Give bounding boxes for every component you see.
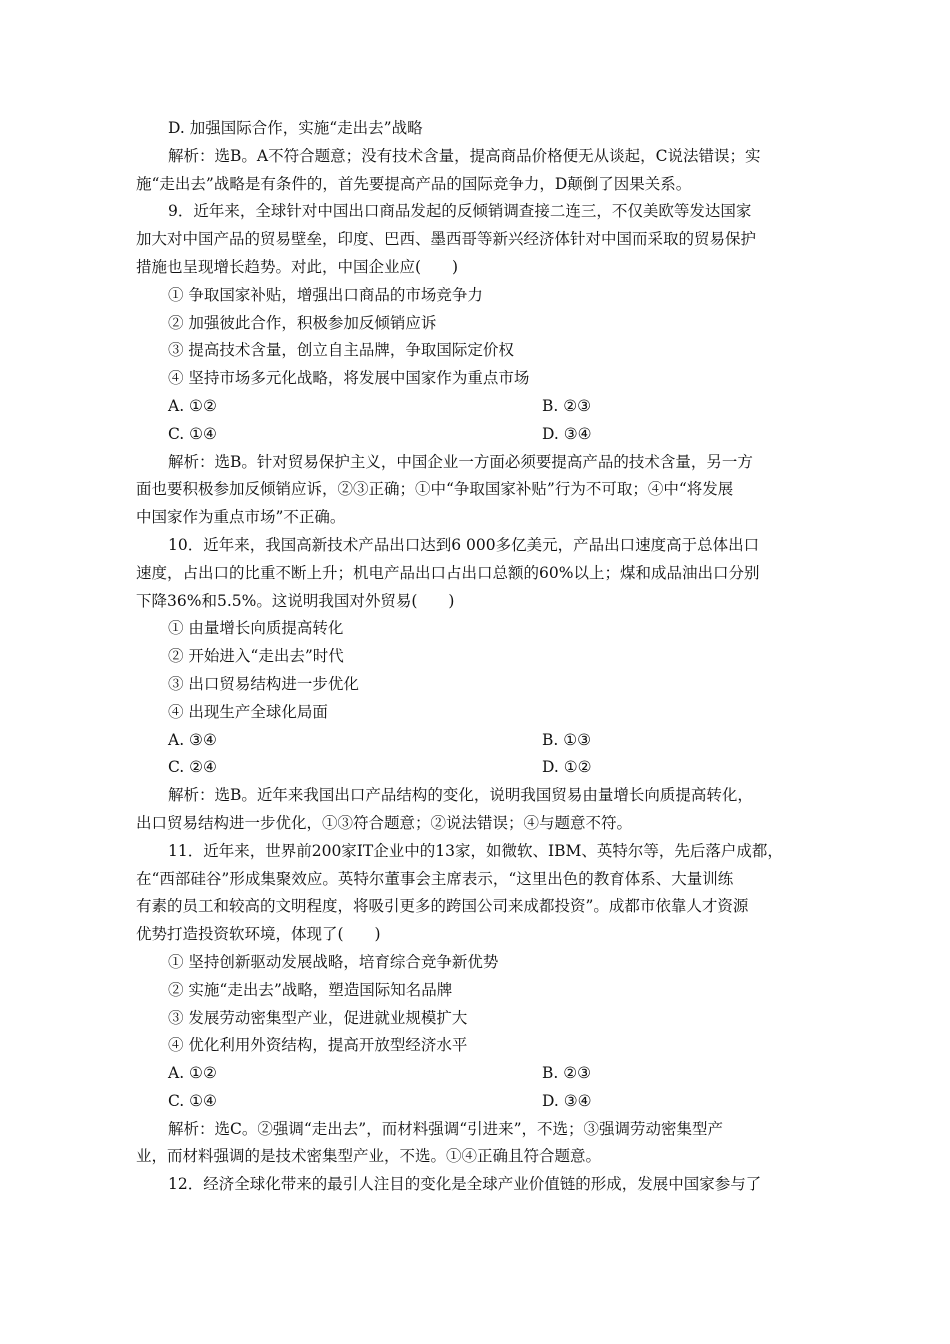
q10-item: ④ 出现生产全球化局面 (168, 702, 328, 721)
q10-option-b: B. ①③ (542, 730, 592, 749)
q9-option-a: A. ①② (168, 396, 217, 415)
q9-option-b: B. ②③ (542, 396, 592, 415)
q10-stem-line: 速度，占出口的比重不断上升；机电产品出口占出口总额的60%以上；煤和成品油出口分别 (136, 563, 760, 582)
q9-item: ① 争取国家补贴，增强出口商品的市场竞争力 (168, 285, 483, 304)
q11-item: ③ 发展劳动密集型产业，促进就业规模扩大 (168, 1008, 468, 1027)
q8-analysis-line: 解析：选B。A不符合题意；没有技术含量，提高商品价格便无从谈起，C说法错误；实 (168, 146, 761, 165)
q9-item: ③ 提高技术含量，创立自主品牌，争取国际定价权 (168, 341, 514, 360)
q11-option-d: D. ③④ (542, 1091, 592, 1110)
q10-options-row (136, 754, 816, 782)
q11-stem-line: 优势打造投资软环境，体现了( ) (136, 925, 381, 944)
q9-option-c: C. ①④ (168, 424, 217, 443)
q9-analysis-line: 中国家作为重点市场”不正确。 (136, 508, 346, 527)
q9-stem-line: 9．近年来，全球针对中国出口商品发起的反倾销调查接二连三，不仅美欧等发达国家 (168, 202, 752, 221)
q11-option-a: A. ①② (168, 1064, 217, 1083)
q11-options-row (136, 1060, 816, 1088)
q9-options-row (136, 421, 816, 449)
q9-item: ② 加强彼此合作，积极参加反倾销应诉 (168, 313, 437, 332)
q11-stem-line: 11．近年来，世界前200家IT企业中的13家，如微软、IBM、英特尔等，先后落户成都， (168, 841, 783, 860)
q10-item: ② 开始进入“走出去”时代 (168, 647, 344, 666)
q10-analysis-line: 出口贸易结构进一步优化，①③符合题意；②说法错误；④与题意不符。 (136, 813, 633, 832)
q8-analysis-line: 施“走出去”战略是有条件的，首先要提高产品的国际竞争力，D颠倒了因果关系。 (136, 174, 692, 193)
q9-item: ④ 坚持市场多元化战略，将发展中国家作为重点市场 (168, 369, 530, 388)
q10-option-c: C. ②④ (168, 758, 217, 777)
q11-item: ④ 优化利用外资结构，提高开放型经济水平 (168, 1036, 468, 1055)
q10-analysis-line: 解析：选B。近年来我国出口产品结构的变化，说明我国贸易由量增长向质提高转化， (168, 786, 753, 805)
q10-option-d: D. ①② (542, 758, 592, 777)
q11-item: ① 坚持创新驱动发展战略，培育综合竞争新优势 (168, 952, 499, 971)
q11-analysis-line: 业，而材料强调的是技术密集型产业，不选。①④正确且符合题意。 (136, 1147, 602, 1166)
q10-item: ① 由量增长向质提高转化 (168, 619, 344, 638)
q11-stem-line: 有素的员工和较高的文明程度，将吸引更多的跨国公司来成都投资”。成都市依靠人才资源 (136, 897, 749, 916)
q9-analysis-line: 面也要积极参加反倾销应诉，②③正确；①中“争取国家补贴”行为不可取；④中“将发展 (136, 480, 734, 499)
q12-stem-line: 12．经济全球化带来的最引人注目的变化是全球产业价值链的形成，发展中国家参与了 (168, 1175, 762, 1194)
q9-stem-line: 措施也呈现增长趋势。对此，中国企业应( ) (136, 257, 459, 276)
q9-options-row (136, 393, 816, 421)
q11-option-c: C. ①④ (168, 1091, 217, 1110)
q10-item: ③ 出口贸易结构进一步优化 (168, 674, 359, 693)
q11-option-b: B. ②③ (542, 1064, 592, 1083)
q10-stem-line: 下降36%和5.5%。这说明我国对外贸易( ) (136, 591, 455, 610)
q9-analysis-line: 解析：选B。针对贸易保护主义，中国企业一方面必须要提高产品的技术含量，另一方 (168, 452, 753, 471)
q11-stem-line: 在“西部硅谷”形成集聚效应。英特尔董事会主席表示，“这里出色的教育体系、大量训练 (136, 869, 734, 888)
q10-option-a: A. ③④ (168, 730, 217, 749)
q8-option-d: D. 加强国际合作，实施“走出去”战略 (168, 119, 423, 137)
q10-options-row (136, 727, 816, 755)
q9-option-d: D. ③④ (542, 424, 592, 443)
q9-stem-line: 加大对中国产品的贸易壁垒，印度、巴西、墨西哥等新兴经济体针对中国而采取的贸易保护 (136, 230, 757, 249)
q11-analysis-line: 解析：选C。②强调“走出去”，而材料强调“引进来”，不选；③强调劳动密集型产 (168, 1119, 724, 1138)
q10-stem-line: 10．近年来，我国高新技术产品出口达到6 000多亿美元，产品出口速度高于总体出口 (168, 535, 760, 554)
page-content (136, 115, 816, 1199)
q11-item: ② 实施“走出去”战略，塑造国际知名品牌 (168, 980, 453, 999)
q11-options-row (136, 1088, 816, 1116)
